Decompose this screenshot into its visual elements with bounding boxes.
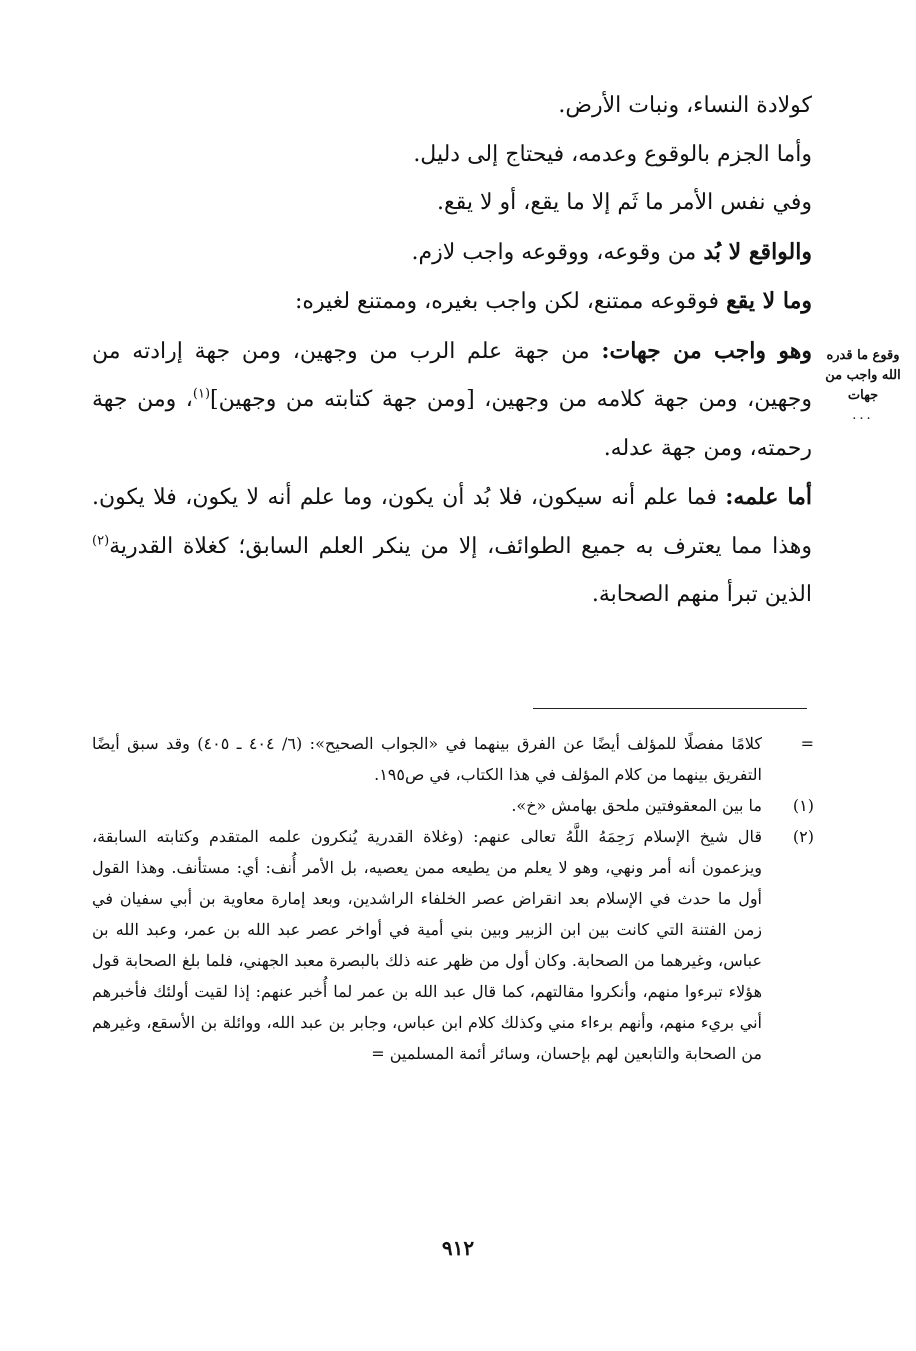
text-run: فما علم أنه سيكون، فلا بُد أن يكون، وما علم أنه لا يكون، فلا يكون. وهذا مما يعترف به جميع الطوائف، إلا من ينكر العلم السابق؛ كغلاة القدرية: [92, 485, 812, 559]
footnote-text: كلامًا مفصلًا للمؤلف أيضًا عن الفرق بينهما في «الجواب الصحيح»: (٦/ ٤٠٤ ـ ٤٠٥) وقد سبق أيضًا التفريق بينهما من كلام المؤلف في هذا الكتاب، في ص١٩٥.: [92, 734, 762, 784]
footnote-continuation: [92, 728, 814, 790]
paragraph-necessity: [92, 327, 812, 474]
paragraph-knowledge: [92, 473, 812, 620]
bold-phrase: وهو واجب من جهات:: [601, 337, 812, 364]
margin-heading-text: وقوع ما قدره الله واجب من جهات: [825, 348, 901, 403]
footnote-ref-1[interactable]: (١): [192, 386, 211, 402]
page-number: ٩١٢: [441, 1236, 475, 1260]
text-run: الذين تبرأ منهم الصحابة.: [591, 582, 812, 607]
text-run: من وقوعه، ووقوعه واجب لازم.: [411, 239, 704, 265]
footnote-ref-2[interactable]: (٢): [92, 533, 110, 549]
text-line: وأما الجزم بالوقوع وعدمه، فيحتاج إلى دليل.: [413, 141, 812, 167]
footnote-separator: [533, 708, 807, 709]
bold-phrase: والواقع لا بُد: [703, 238, 812, 265]
text-run: فوقوعه ممتنع، لكن واجب بغيره، وممتنع لغيره:: [295, 289, 727, 314]
footnote-2: [92, 821, 814, 1069]
bold-phrase: وما لا يقع: [726, 288, 812, 314]
text-run: ، ومن جهة رحمته، ومن جهة عدله.: [92, 387, 812, 461]
margin-heading: [816, 346, 910, 426]
bold-phrase: أما علمه:: [725, 484, 812, 510]
margin-dots: ...: [852, 408, 874, 423]
text-line: [92, 277, 812, 327]
footnotes: [92, 728, 814, 1069]
text-line: كولادة النساء، ونبات الأرض.: [558, 93, 812, 118]
footnote-text: ما بين المعقوفتين ملحق بهامش «خ».: [511, 796, 762, 815]
footnote-number: (١): [792, 796, 814, 815]
text-line: [92, 228, 812, 278]
text-line: وفي نفس الأمر ما ثَم إلا ما يقع، أو لا يقع.: [437, 190, 812, 215]
text-run: من جهة علم الرب من وجهين، ومن جهة إرادته من وجهين، ومن جهة كلامه من وجهين، [ومن جهة كتابته من وجهين]: [92, 338, 813, 412]
continuation-mark: =: [800, 734, 814, 753]
footnote-number: (٢): [792, 827, 814, 846]
footnote-text: قال شيخ الإسلام رَحِمَهُ اللَّهُ تعالى عنهم: (وغلاة القدرية يُنكرون علمه المتقدم وكتابته السابقة، ويزعمون أنه أمر ونهي، وهو لا يعلم من يطيعه ممن يعصيه، بل الأمر أُنف: أي: مستأنف. وهذا القول أول ما حدث في الإسلام بعد انقراض عصر الخلفاء الراشدين، وبعد إمارة معاوية بن أبي سفيان في زمن الفتنة التي كانت بين ابن الزبير وبين بني أمية في أواخر عصر عبد الله بن عمر، وعبد الله بن عباس، وغيرهما من الصحابة. وكان أول من ظهر عنه ذلك بالبصرة معبد الجهني، فلما بلغ الصحابة قول هؤلاء تبرءوا منهم، وأنكروا مقالتهم، كما قال عبد الله بن عمر لما أُخبر عنهم: إذا لقيت أولئك فأخبرهم أني بريء منهم، وأنهم برءاء مني وكذلك كلام ابن عباس، وجابر بن عبد الله، ووائلة بن الأسقع، وغيرهم من الصحابة والتابعين لهم بإحسان، وسائر أئمة المسلمين =: [92, 827, 762, 1063]
main-text: [92, 82, 812, 620]
footnote-1: [92, 790, 814, 821]
